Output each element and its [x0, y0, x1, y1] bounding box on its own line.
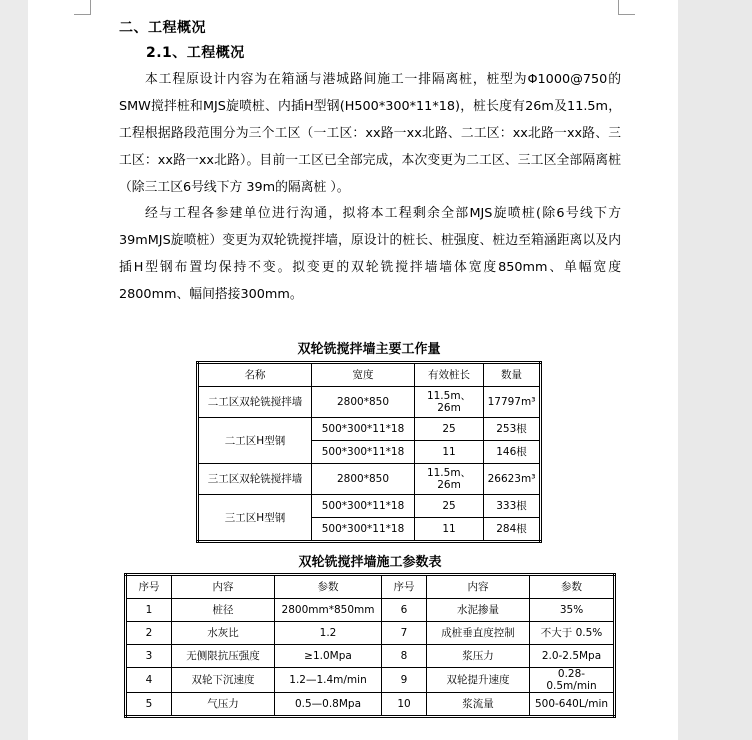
table-cell: 146根 [484, 441, 541, 464]
table-header-row [198, 363, 541, 387]
table-row [126, 668, 615, 693]
table-header-cell: 参数 [275, 575, 382, 599]
table-cell: 11.5m、26m [415, 387, 484, 418]
table-cell: 二工区H型钢 [198, 418, 312, 464]
table-cell: 9 [382, 668, 427, 693]
table-cell: ≥1.0Mpa [275, 645, 382, 668]
table-cell: 11 [415, 441, 484, 464]
table-cell: 11 [415, 518, 484, 542]
paragraph-2: 经与工程各参建单位进行沟通，拟将本工程剩余全部MJS旋喷桩(除6号线下方39mMJS旋喷桩）变更为双轮铣搅拌墙，原设计的桩长、桩强度、桩边至箱涵距离以及内插H型钢布置均保持不变。拟变更的双轮铣搅拌墙墙体宽度850mm、单幅宽度 2800mm、幅间搭接300mm。 [119, 206, 621, 302]
table-cell: 25 [415, 418, 484, 441]
table-cell: 气压力 [172, 693, 275, 717]
table-header-cell: 内容 [172, 575, 275, 599]
table-cell: 253根 [484, 418, 541, 441]
table-cell: 3 [126, 645, 172, 668]
table-cell: 三工区双轮铣搅拌墙 [198, 464, 312, 495]
parameter-table [124, 573, 616, 718]
table-row [198, 464, 541, 495]
table-cell: 333根 [484, 495, 541, 518]
table-header-cell: 序号 [126, 575, 172, 599]
table-cell: 成桩垂直度控制 [427, 622, 530, 645]
table-cell: 1 [126, 599, 172, 622]
table-cell: 2 [126, 622, 172, 645]
margin-corner-mark [74, 0, 91, 15]
table-cell: 8 [382, 645, 427, 668]
table-cell: 284根 [484, 518, 541, 542]
table-row [126, 693, 615, 717]
table-cell: 浆压力 [427, 645, 530, 668]
workspace-background [678, 0, 752, 740]
table-cell: 25 [415, 495, 484, 518]
table-cell: 不大于 0.5% [530, 622, 615, 645]
table-header-cell: 内容 [427, 575, 530, 599]
table-cell: 水灰比 [172, 622, 275, 645]
table-cell: 双轮下沉速度 [172, 668, 275, 693]
table-cell: 1.2—1.4m/min [275, 668, 382, 693]
table-cell: 三工区H型钢 [198, 495, 312, 542]
table-header-cell: 有效桩长 [415, 363, 484, 387]
table-row [126, 645, 615, 668]
table-header-cell: 宽度 [312, 363, 415, 387]
table-cell: 2800mm*850mm [275, 599, 382, 622]
table-cell: 水泥掺量 [427, 599, 530, 622]
table-cell: 500*300*11*18 [312, 495, 415, 518]
table-cell: 0.5—0.8Mpa [275, 693, 382, 717]
table-header-cell: 数量 [484, 363, 541, 387]
table-row [198, 387, 541, 418]
workload-table [196, 361, 542, 543]
table-cell: 500*300*11*18 [312, 418, 415, 441]
table-cell: 17797m³ [484, 387, 541, 418]
table-row [198, 418, 541, 441]
table-cell: 7 [382, 622, 427, 645]
table-cell: 11.5m、26m [415, 464, 484, 495]
table-cell: 35% [530, 599, 615, 622]
table-row [198, 495, 541, 518]
table-header-cell: 参数 [530, 575, 615, 599]
table-row [126, 622, 615, 645]
table-cell: 0.28-0.5m/min [530, 668, 615, 693]
table-cell: 1.2 [275, 622, 382, 645]
table1-caption: 双轮铣搅拌墙主要工作量 [297, 342, 441, 357]
table-header-cell: 名称 [198, 363, 312, 387]
table-header-row [126, 575, 615, 599]
table-cell: 5 [126, 693, 172, 717]
table-cell: 10 [382, 693, 427, 717]
table-header-cell: 序号 [382, 575, 427, 599]
table2-caption: 双轮铣搅拌墙施工参数表 [298, 555, 442, 570]
table-cell: 6 [382, 599, 427, 622]
margin-corner-mark [618, 0, 635, 15]
table-cell: 无侧限抗压强度 [172, 645, 275, 668]
table-cell: 2800*850 [312, 387, 415, 418]
table-cell: 500-640L/min [530, 693, 615, 717]
table-cell: 双轮提升速度 [427, 668, 530, 693]
table-cell: 浆流量 [427, 693, 530, 717]
table-cell: 500*300*11*18 [312, 441, 415, 464]
table-cell: 二工区双轮铣搅拌墙 [198, 387, 312, 418]
section-heading: 二、工程概况 [119, 20, 206, 36]
table-row [126, 599, 615, 622]
paragraph-1: 本工程原设计内容为在箱涵与港城路间施工一排隔离桩，桩型为Φ1000@750的SMW搅拌桩和MJS旋喷桩、内插H型钢(H500*300*11*18)，桩长度有26m及11.5m，工程根据路段范围分为三个工区（一工区：xx路一xx北路、二工区：xx北路一xx路、三工区：xx路一xx北路）。目前一工区已全部完成，本次变更为二工区、三工区全部隔离桩（除三工区6号线下方 39m的隔离桩 ）。 [119, 72, 621, 195]
table-cell: 4 [126, 668, 172, 693]
sub-heading: 2.1、工程概况 [146, 45, 245, 61]
table-cell: 500*300*11*18 [312, 518, 415, 542]
table-cell: 2800*850 [312, 464, 415, 495]
table-cell: 桩径 [172, 599, 275, 622]
table-cell: 2.0-2.5Mpa [530, 645, 615, 668]
table-cell: 26623m³ [484, 464, 541, 495]
